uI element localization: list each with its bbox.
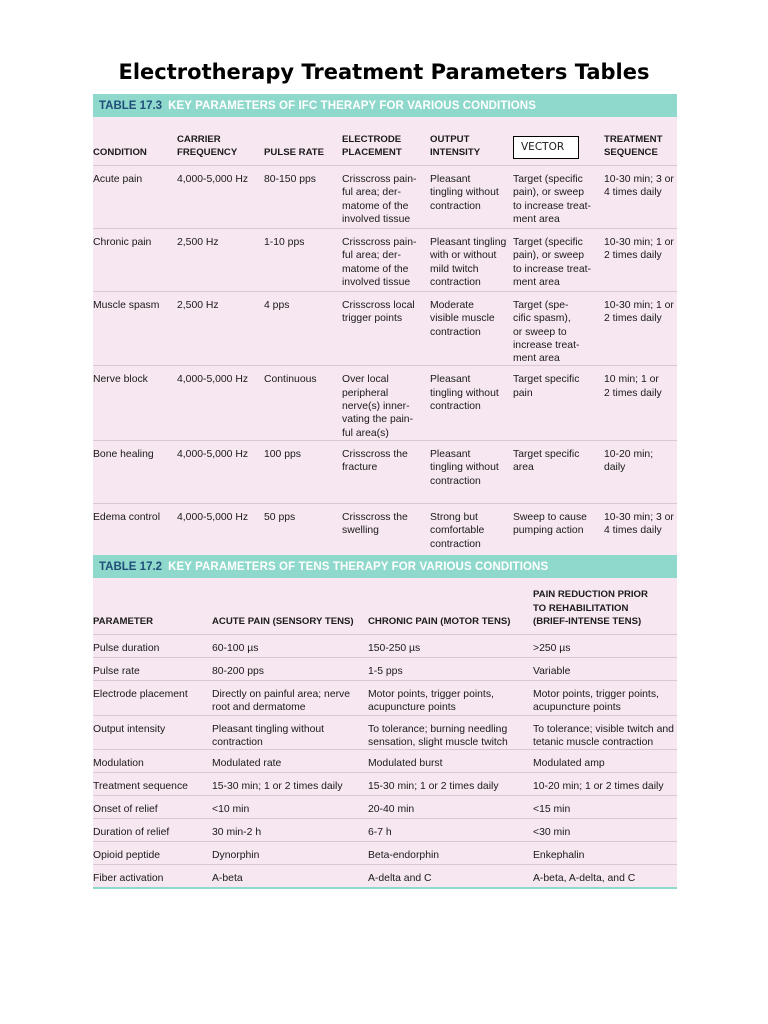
table-cell: Moderate visible muscle contraction [430, 292, 513, 366]
ifc-table-number: TABLE 17.3 [99, 99, 163, 112]
table-cell: Target specific pain [513, 366, 604, 440]
table-cell: Pleasant tingling without contraction [430, 366, 513, 440]
tens-table-number: TABLE 17.2 [99, 560, 163, 573]
table-cell: A-beta [212, 865, 368, 888]
tens-header-cell: PARAMETER [93, 615, 154, 627]
table-cell: 2,500 Hz [177, 292, 264, 366]
table-cell: 10-20 min; 1 or 2 times daily [533, 773, 677, 796]
document-title: Electrotherapy Treatment Parameters Tables [118, 60, 650, 84]
table-cell: <10 min [212, 796, 368, 819]
table-cell: Fiber activation [93, 865, 212, 888]
table-cell: 1-5 pps [368, 658, 533, 681]
tens-header-cell: ACUTE PAIN (SENSORY TENS) [212, 615, 354, 627]
vector-header-box: VECTOR [513, 136, 579, 159]
table-row [93, 715, 677, 750]
table-cell: 15-30 min; 1 or 2 times daily [212, 773, 368, 796]
table-cell: Electrode placement [93, 681, 212, 716]
table-cell: 100 pps [264, 440, 342, 503]
table-cell: Sweep to cause pumping action [513, 503, 604, 566]
table-cell: To tolerance; visible twitch and tetanic muscle contraction [533, 715, 677, 750]
table-cell: Opioid peptide [93, 842, 212, 865]
table-cell: Target (specific pain), or sweep to increase treat- ment area [513, 229, 604, 292]
table-cell: A-beta, A-delta, and C [533, 865, 677, 888]
table-cell: Target (spe- cific spasm), or sweep to increase treat- ment area [513, 292, 604, 366]
table-row [93, 842, 677, 865]
ifc-column-headers [93, 117, 677, 166]
table-row [93, 440, 677, 503]
table-cell: Output intensity [93, 715, 212, 750]
table-cell: Crisscross the fracture [342, 440, 430, 503]
table-cell: 60-100 µs [212, 635, 368, 658]
table-cell: Pleasant tingling without contraction [430, 166, 513, 229]
ifc-table [93, 94, 677, 576]
table-cell: 4,000-5,000 Hz [177, 503, 264, 566]
table-cell: Onset of relief [93, 796, 212, 819]
table-row [93, 796, 677, 819]
table-cell: Modulation [93, 750, 212, 773]
table-cell: 1-10 pps [264, 229, 342, 292]
table-cell: Edema control [93, 503, 177, 566]
table-cell: Target (specific pain), or sweep to increase treat- ment area [513, 166, 604, 229]
table-cell: Pleasant tingling without contraction [212, 715, 368, 750]
table-cell: Variable [533, 658, 677, 681]
table-cell: 10-30 min; 1 or 2 times daily [604, 292, 677, 366]
table-cell: Crisscross pain- ful area; der- matome of the involved tissue [342, 229, 430, 292]
table-cell: Pulse rate [93, 658, 212, 681]
table-cell: A-delta and C [368, 865, 533, 888]
table-cell: Enkephalin [533, 842, 677, 865]
table-row [93, 865, 677, 888]
tens-table [93, 555, 677, 897]
table-cell: Treatment sequence [93, 773, 212, 796]
table-cell: Target specific area [513, 440, 604, 503]
table-cell: <30 min [533, 819, 677, 842]
ifc-table-header [93, 94, 677, 117]
table-cell: Pulse duration [93, 635, 212, 658]
table-cell: Duration of relief [93, 819, 212, 842]
table-cell: Continuous [264, 366, 342, 440]
table-cell: 4 pps [264, 292, 342, 366]
table-row [93, 773, 677, 796]
table-row [93, 681, 677, 716]
table-cell: 15-30 min; 1 or 2 times daily [368, 773, 533, 796]
table-cell: Dynorphin [212, 842, 368, 865]
table-cell: Chronic pain [93, 229, 177, 292]
table-cell: Crisscross local trigger points [342, 292, 430, 366]
table-cell: Modulated burst [368, 750, 533, 773]
table-cell: >250 µs [533, 635, 677, 658]
table-cell: Nerve block [93, 366, 177, 440]
table-cell: Directly on painful area; nerve root and dermatome [212, 681, 368, 716]
ifc-header-cell: OUTPUT INTENSITY [430, 133, 481, 158]
table-cell: Motor points, trigger points, acupuncture points [368, 681, 533, 716]
table-cell: Strong but comfortable contraction [430, 503, 513, 566]
table-row [93, 366, 677, 440]
table-cell: Muscle spasm [93, 292, 177, 366]
table-cell: Pleasant tingling with or without mild twitch contraction [430, 229, 513, 292]
table-cell: Over local peripheral nerve(s) inner- vating the pain- ful area(s) [342, 366, 430, 440]
tens-header-cell: CHRONIC PAIN (MOTOR TENS) [368, 615, 511, 627]
table-cell: 10 min; 1 or 2 times daily [604, 366, 677, 440]
ifc-table-title: KEY PARAMETERS OF IFC THERAPY FOR VARIOUS CONDITIONS [168, 99, 536, 112]
table-cell: 50 pps [264, 503, 342, 566]
table-cell: 2,500 Hz [177, 229, 264, 292]
table-cell: 30 min-2 h [212, 819, 368, 842]
table-row [93, 635, 677, 658]
ifc-header-cell [513, 117, 604, 166]
table-cell: Crisscross the swelling [342, 503, 430, 566]
table-cell: Modulated amp [533, 750, 677, 773]
table-cell: 80-200 pps [212, 658, 368, 681]
tens-column-headers [93, 578, 677, 635]
table-cell: 10-30 min; 1 or 2 times daily [604, 229, 677, 292]
table-cell: Crisscross pain- ful area; der- matome of the involved tissue [342, 166, 430, 229]
table-row [93, 292, 677, 366]
tens-table-header [93, 555, 677, 578]
table-row [93, 658, 677, 681]
table-cell: To tolerance; burning needling sensation, slight muscle twitch [368, 715, 533, 750]
table-cell: Modulated rate [212, 750, 368, 773]
table-cell: 150-250 µs [368, 635, 533, 658]
ifc-header-cell: CARRIER FREQUENCY [177, 133, 238, 158]
table-cell: <15 min [533, 796, 677, 819]
table-row [93, 819, 677, 842]
tens-table-title: KEY PARAMETERS OF TENS THERAPY FOR VARIOUS CONDITIONS [168, 560, 549, 573]
table-row [93, 166, 677, 229]
table-cell: 20-40 min [368, 796, 533, 819]
table-cell: 4,000-5,000 Hz [177, 440, 264, 503]
table-cell: Bone healing [93, 440, 177, 503]
ifc-header-cell: PULSE RATE [264, 146, 325, 158]
tens-table-bottom-rule [93, 887, 677, 889]
table-cell: 10-30 min; 3 or 4 times daily [604, 166, 677, 229]
table-cell: Pleasant tingling without contraction [430, 440, 513, 503]
table-cell: 4,000-5,000 Hz [177, 366, 264, 440]
table-cell: 10-20 min; daily [604, 440, 677, 503]
table-row [93, 750, 677, 773]
table-cell: 4,000-5,000 Hz [177, 166, 264, 229]
table-cell: Acute pain [93, 166, 177, 229]
table-cell: 6-7 h [368, 819, 533, 842]
table-cell: Motor points, trigger points, acupuncture points [533, 681, 677, 716]
ifc-header-cell: CONDITION [93, 146, 147, 158]
tens-copyright-mark [93, 892, 677, 897]
table-row [93, 229, 677, 292]
ifc-header-cell: TREATMENT SEQUENCE [604, 133, 663, 158]
table-cell: 80-150 pps [264, 166, 342, 229]
table-cell: 10-30 min; 3 or 4 times daily [604, 503, 677, 566]
ifc-header-cell: ELECTRODE PLACEMENT [342, 133, 402, 158]
tens-header-cell: PAIN REDUCTION PRIOR TO REHABILITATION (BRIEF-INTENSE TENS) [533, 589, 648, 627]
table-cell: Beta-endorphin [368, 842, 533, 865]
